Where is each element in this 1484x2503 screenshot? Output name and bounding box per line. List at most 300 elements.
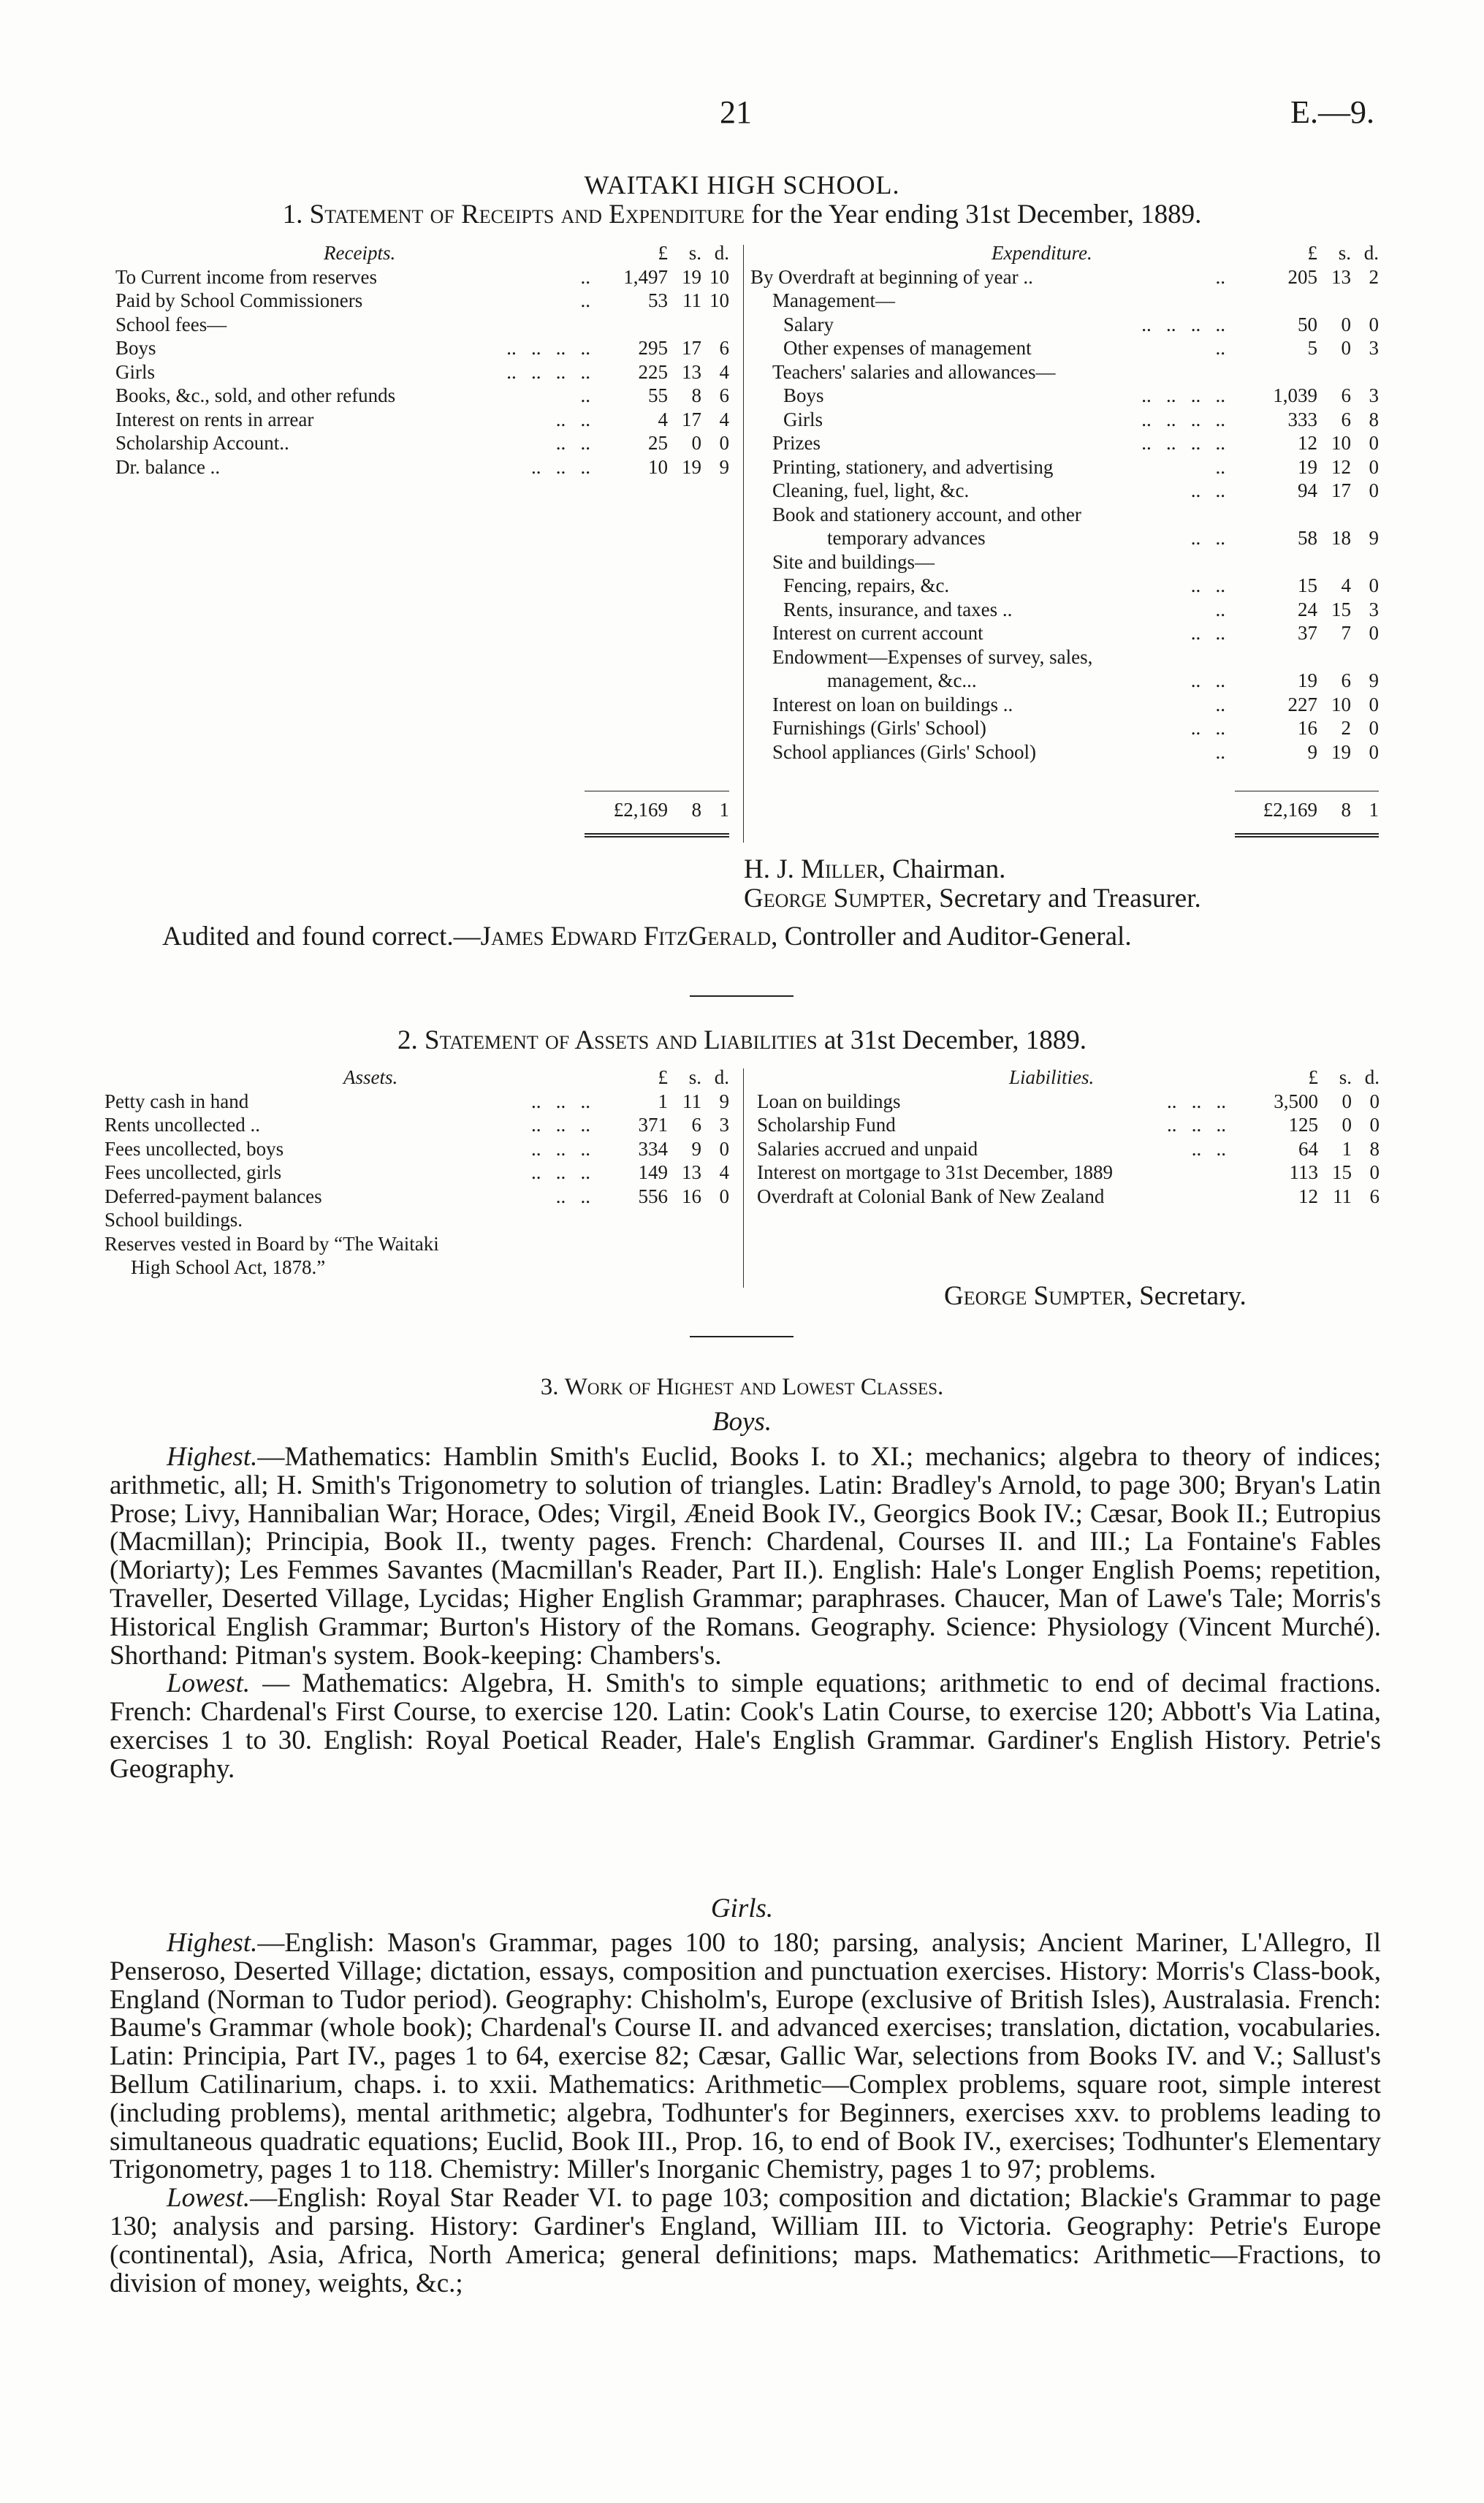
boys-highest-text: —Mathematics: Hamblin Smith's Euclid, Books I. to XI.; mechanics; algebra to theory of indices; arithmetic, all; H. Smith's Trigonometry to solution of triangles. Latin: Bradley's Arnold, to page 300; Bryan's Latin Prose; Livy, Hannibalian War; Horace, Odes; Virgil, Æneid Book IV., Georgics Book IV.; Cæsar, Book II.; Eutropius (Macmillan); Principia, Book II., twenty pages. French: Chardenal, Courses II. and III.; La Fontaine's Fables (Moriarty); Les Femmes Savantes (Macmillan's Reader, Part II.). English: Hale's Longer English Poems; repetition, Traveller, Deserted Village, Lycidas; Higher English Grammar; paraphrases. Chaucer, Man of Lawe's Tale; Morris's Historical English Grammar; Burton's History of the Romans. Geography. Science: Physiology (Vincent Murché). Shorthand: Pitman's system. Book-keeping: Chambers's.	[110, 1442, 1381, 1671]
expenditure-row-shillings: 18	[1331, 527, 1351, 549]
auditor-name: James Edward FitzGerald	[480, 922, 772, 952]
receipts-row-amount	[617, 431, 729, 455]
audit-statement	[162, 921, 1132, 952]
section1-title	[0, 199, 1484, 230]
expenditure-row-leader-dots: .. ..	[1190, 717, 1225, 739]
expenditure-row-amount	[1252, 598, 1379, 622]
receipts-header	[115, 241, 729, 265]
col-shillings: s.	[1338, 242, 1351, 264]
assets-table	[104, 1066, 729, 1280]
expenditure-row-pence: 0	[1369, 574, 1379, 596]
expenditure-row-pence: 0	[1369, 740, 1379, 763]
assets-row-shillings: 6	[691, 1114, 701, 1136]
liabilities-row	[757, 1161, 1380, 1185]
expenditure-row-label: Fencing, repairs, &c.	[783, 574, 950, 596]
expenditure-row-shillings: 15	[1331, 598, 1351, 620]
liabilities-row-leader-dots: .. .. ..	[1167, 1114, 1226, 1136]
liabilities-row-amount	[1252, 1090, 1380, 1114]
expenditure-row-shillings: 13	[1331, 265, 1351, 288]
boys-lowest-label: Lowest.	[167, 1668, 251, 1699]
expenditure-heading: Expenditure.	[992, 242, 1092, 264]
assets-row	[104, 1208, 729, 1232]
receipts-row-pounds: 225	[638, 360, 668, 383]
expenditure-row-pence: 3	[1369, 337, 1379, 359]
section2-title	[0, 1025, 1484, 1056]
assets-row-pounds: 1	[658, 1090, 668, 1112]
expenditure-row-label: Prizes	[772, 432, 821, 454]
expenditure-row-pence: 9	[1369, 669, 1379, 691]
expenditure-row-label: Interest on loan on buildings ..	[772, 693, 1013, 715]
assets-row-label: Reserves vested in Board by “The Waitaki	[104, 1232, 439, 1255]
boys-highest-label: Highest.	[167, 1442, 258, 1472]
girls-highest-label: Highest.	[167, 1928, 258, 1958]
expenditure-row-label: Endowment—Expenses of survey, sales,	[772, 645, 1093, 668]
expenditure-row-shillings: 7	[1341, 622, 1351, 644]
receipts-row-pence: 6	[719, 384, 729, 406]
receipts-heading: Receipts.	[324, 242, 396, 264]
assets-row-label: High School Act, 1878.”	[131, 1256, 326, 1278]
receipts-row	[115, 408, 729, 432]
section2-secretary-role: , Secretary.	[1125, 1281, 1247, 1311]
expenditure-row-leader-dots: .. ..	[1190, 479, 1225, 501]
receipts-row-amount	[617, 360, 729, 384]
section-divider-2	[690, 1336, 794, 1337]
expenditure-row-pence: 2	[1369, 265, 1379, 288]
expenditure-row	[750, 313, 1379, 337]
assets-row-amount	[617, 1256, 729, 1280]
receipts-row-label: Books, &c., sold, and other refunds	[115, 384, 396, 406]
expenditure-row-shillings: 12	[1331, 455, 1351, 478]
liabilities-row-shillings: 1	[1342, 1137, 1352, 1160]
col-pence: d.	[714, 1066, 729, 1088]
assets-row-amount	[617, 1208, 729, 1232]
receipts-row-pounds: 1,497	[623, 265, 668, 288]
assets-row-pence: 0	[719, 1185, 729, 1207]
liabilities-row	[757, 1185, 1380, 1209]
expenditure-row-leader-dots: .. .. .. ..	[1141, 384, 1225, 406]
section3-title-caps: Work of Highest and Lowest Classes.	[564, 1374, 944, 1400]
assets-row-label: Fees uncollected, girls	[104, 1161, 282, 1183]
school-title: WAITAKI HIGH SCHOOL.	[584, 170, 900, 200]
assets-row-shillings: 9	[691, 1137, 701, 1160]
expenditure-row-shillings: 2	[1341, 717, 1351, 739]
expenditure-row-amount	[1252, 384, 1379, 408]
section-divider-1	[690, 995, 794, 997]
girls-lowest-label: Lowest.	[167, 2183, 251, 2214]
expenditure-row	[750, 574, 1379, 598]
assets-row-pence: 9	[719, 1090, 729, 1112]
girls-lowest-text: —English: Royal Star Reader VI. to page 103; composition and dictation; Blackie's Grammar to page 130; analysis and parsing. History: Gardiner's England, William III. to Victoria. Geography: Petrie's Europe (continental), Asia, Africa, North America; general definitions; maps. Mathematics: Arithmetic—Fractions, to division of money, weights, &c.;	[110, 2183, 1381, 2298]
expenditure-row-leader-dots: ..	[1215, 337, 1225, 359]
receipts-row-label: Interest on rents in arrear	[115, 408, 314, 430]
assets-row	[104, 1161, 729, 1185]
receipts-row-shillings: 0	[691, 432, 701, 454]
receipts-row-pounds: 4	[658, 408, 668, 430]
assets-row-amount	[617, 1161, 729, 1185]
receipts-row-shillings: 11	[682, 289, 701, 311]
assets-row-amount	[617, 1137, 729, 1161]
receipts-row-label: Girls	[115, 360, 155, 383]
expenditure-row-label: management, &c...	[827, 669, 977, 691]
expenditure-row-pounds: 333	[1287, 408, 1317, 430]
receipts-row	[115, 336, 729, 360]
col-shillings: s.	[688, 1066, 701, 1088]
assets-row	[104, 1256, 729, 1280]
expenditure-row-leader-dots: ..	[1215, 740, 1225, 763]
expenditure-double-rule	[1235, 833, 1379, 838]
expenditure-row-label: Other expenses of management	[783, 337, 1032, 359]
expenditure-row-pounds: 94	[1298, 479, 1317, 501]
expenditure-row-label: Salary	[783, 313, 834, 335]
receipts-row-leader-dots: ..	[580, 265, 590, 288]
secretary-role: , Secretary and Treasurer.	[925, 884, 1201, 914]
girls-heading: Girls.	[710, 1894, 774, 1923]
expenditure-row-pence: 0	[1369, 455, 1379, 478]
assets-row-leader-dots: .. .. ..	[531, 1137, 590, 1160]
receipts-row-pence: 6	[719, 337, 729, 359]
expenditure-row	[750, 716, 1379, 740]
assets-row-amount	[617, 1185, 729, 1209]
liabilities-row-label: Scholarship Fund	[757, 1114, 896, 1136]
expenditure-row	[750, 431, 1379, 455]
boys-highest-paragraph	[110, 1443, 1381, 1670]
document-reference: E.—9.	[1290, 94, 1374, 130]
assets-row-amount	[617, 1113, 729, 1137]
expenditure-row-label: temporary advances	[827, 527, 986, 549]
liabilities-row-shillings: 11	[1333, 1185, 1352, 1207]
expenditure-row-pounds: 50	[1298, 313, 1317, 335]
assets-row-leader-dots: .. .. ..	[531, 1161, 590, 1183]
liabilities-row-leader-dots: .. .. ..	[1167, 1090, 1226, 1112]
expenditure-row-label: School appliances (Girls' School)	[772, 740, 1037, 763]
assets-row	[104, 1090, 729, 1114]
col-pounds: £	[1308, 1066, 1318, 1088]
expenditure-row-pence: 3	[1369, 384, 1379, 406]
expenditure-row-shillings: 10	[1331, 432, 1351, 454]
girls-highest-paragraph	[110, 1929, 1381, 2184]
receipts-row-amount	[617, 265, 729, 289]
expenditure-row	[750, 289, 1379, 313]
receipts-row-label: Scholarship Account..	[115, 432, 289, 454]
expenditure-total-pence: 1	[1369, 799, 1379, 821]
liabilities-row-amount	[1252, 1113, 1380, 1137]
liabilities-row	[757, 1090, 1380, 1114]
girls-paragraphs	[110, 1929, 1381, 2298]
expenditure-row	[750, 265, 1379, 289]
expenditure-row-pounds: 16	[1298, 717, 1317, 739]
col-pounds: £	[658, 242, 668, 264]
expenditure-row-amount	[1252, 716, 1379, 740]
section1-title-caps: Statement of Receipts and Expenditure	[309, 200, 745, 229]
assets-row-pounds: 556	[638, 1185, 668, 1207]
expenditure-total	[1235, 798, 1379, 822]
receipts-row	[115, 455, 729, 479]
expenditure-table	[750, 241, 1379, 764]
receipts-row-leader-dots: .. ..	[555, 432, 590, 454]
liabilities-row-shillings: 0	[1342, 1090, 1352, 1112]
expenditure-row-amount	[1252, 740, 1379, 764]
boys-paragraphs	[110, 1443, 1381, 1784]
assets-row-leader-dots: .. ..	[555, 1185, 590, 1207]
receipts-row-shillings: 17	[682, 337, 701, 359]
receipts-row-pence: 10	[709, 265, 729, 288]
expenditure-row-pounds: 37	[1298, 622, 1317, 644]
receipts-row-leader-dots: .. .. .. ..	[506, 360, 590, 383]
liabilities-table	[757, 1066, 1380, 1208]
expenditure-row-pounds: 227	[1287, 693, 1317, 715]
liabilities-row-shillings: 15	[1332, 1161, 1352, 1183]
assets-row-label: School buildings.	[104, 1209, 243, 1231]
receipts-total-pence: 1	[719, 799, 729, 821]
liabilities-row-pounds: 64	[1298, 1137, 1318, 1160]
expenditure-row-pence: 0	[1369, 313, 1379, 335]
expenditure-row-pence: 8	[1369, 408, 1379, 430]
liabilities-row-pence: 0	[1369, 1161, 1380, 1183]
expenditure-row-leader-dots: .. ..	[1190, 669, 1225, 691]
expenditure-row	[750, 645, 1379, 669]
expenditure-row-amount	[1252, 574, 1379, 598]
liabilities-row-leader-dots: .. ..	[1191, 1137, 1226, 1160]
expenditure-row-label: Book and stationery account, and other	[772, 503, 1081, 525]
section3-title	[0, 1374, 1484, 1401]
section2-title-caps: Statement of Assets and Liabilities	[425, 1025, 818, 1055]
receipts-row-pence: 10	[709, 289, 729, 311]
signature-section2	[944, 1280, 1247, 1312]
receipts-row-pounds: 53	[648, 289, 668, 311]
expenditure-row-leader-dots: .. ..	[1190, 574, 1225, 596]
expenditure-row-leader-dots: .. ..	[1190, 527, 1225, 549]
expenditure-row-amount	[1252, 265, 1379, 289]
liabilities-heading: Liabilities.	[1009, 1066, 1095, 1088]
assets-row-pence: 3	[719, 1114, 729, 1136]
assets-row-shillings: 13	[682, 1161, 701, 1183]
expenditure-row-label: Teachers' salaries and allowances—	[772, 360, 1056, 383]
expenditure-row-label: Boys	[783, 384, 824, 406]
col-pence: d.	[1363, 242, 1379, 264]
signature-chairman	[744, 854, 1005, 885]
expenditure-total-shillings: 8	[1341, 799, 1351, 821]
assets-row-pence: 4	[719, 1161, 729, 1183]
expenditure-row-amount	[1252, 693, 1379, 717]
assets-row	[104, 1185, 729, 1209]
receipts-row-amount	[617, 455, 729, 479]
expenditure-row-label: Girls	[783, 408, 823, 430]
liabilities-row-label: Overdraft at Colonial Bank of New Zealand	[757, 1185, 1105, 1207]
expenditure-row-leader-dots: .. .. .. ..	[1141, 432, 1225, 454]
expenditure-row	[750, 455, 1379, 479]
receipts-row	[115, 384, 729, 408]
expenditure-row-pence: 9	[1369, 527, 1379, 549]
boys-heading: Boys.	[712, 1407, 772, 1437]
expenditure-row-label: By Overdraft at beginning of year ..	[750, 265, 1033, 288]
receipts-total	[585, 798, 729, 822]
liabilities-row-pounds: 12	[1298, 1185, 1318, 1207]
auditor-role: , Controller and Auditor-General.	[771, 922, 1132, 952]
assets-row-pounds: 149	[638, 1161, 668, 1183]
assets-row-label: Deferred-payment balances	[104, 1185, 322, 1207]
expenditure-row	[750, 621, 1379, 645]
assets-row	[104, 1232, 729, 1256]
liabilities-row-amount	[1252, 1185, 1380, 1209]
expenditure-row-amount	[1252, 621, 1379, 645]
section3-number: 3.	[540, 1374, 559, 1400]
receipts-row-shillings: 19	[682, 265, 701, 288]
receipts-row-pounds: 55	[648, 384, 668, 406]
liabilities-row-pence: 0	[1369, 1090, 1380, 1112]
assets-row-shillings: 16	[682, 1185, 701, 1207]
assets-row-label: Petty cash in hand	[104, 1090, 249, 1112]
expenditure-row-shillings: 6	[1341, 408, 1351, 430]
expenditure-row-leader-dots: ..	[1215, 598, 1225, 620]
expenditure-row-pounds: 12	[1298, 432, 1317, 454]
assets-row-pence: 0	[719, 1137, 729, 1160]
expenditure-row-label: Management—	[772, 289, 895, 311]
receipts-row-shillings: 19	[682, 455, 701, 478]
receipts-row-pence: 0	[719, 432, 729, 454]
receipts-row	[115, 431, 729, 455]
expenditure-row	[750, 408, 1379, 432]
expenditure-row	[750, 384, 1379, 408]
expenditure-row-amount	[1252, 669, 1379, 693]
expenditure-row-shillings: 0	[1341, 337, 1351, 359]
expenditure-row-leader-dots: .. .. .. ..	[1141, 313, 1225, 335]
receipts-row-pence: 4	[719, 408, 729, 430]
receipts-total-shillings: 8	[691, 799, 701, 821]
receipts-row-leader-dots: .. ..	[555, 408, 590, 430]
expenditure-row-amount	[1252, 360, 1379, 384]
receipts-row-label: Boys	[115, 337, 156, 359]
receipts-row-amount	[617, 408, 729, 432]
receipts-row-shillings: 17	[682, 408, 701, 430]
col-pence: d.	[714, 242, 729, 264]
receipts-row-leader-dots: .. .. ..	[531, 455, 590, 478]
expenditure-row	[750, 740, 1379, 764]
liabilities-row	[757, 1113, 1380, 1137]
liabilities-row-pounds: 125	[1288, 1114, 1318, 1136]
assets-row-pounds: 334	[638, 1137, 668, 1160]
expenditure-row	[750, 598, 1379, 622]
section2-number: 2.	[397, 1025, 418, 1055]
expenditure-row-pounds: 15	[1298, 574, 1317, 596]
boys-lowest-text: — Mathematics: Algebra, H. Smith's to simple equations; arithmetic to end of decimal fractions. French: Chardenal's First Course, to exercise 120. Latin: Cook's Latin Course, to exercise 120; Abbott's Via Latina, exercises 1 to 30. English: Royal Poetical Reader, Hale's English Grammar. Gardiner's English History. Petrie's Geography.	[110, 1668, 1381, 1784]
expenditure-row-pence: 0	[1369, 479, 1379, 501]
assets-row-label: Fees uncollected, boys	[104, 1137, 284, 1160]
liabilities-body	[757, 1090, 1380, 1209]
expenditure-row	[750, 336, 1379, 360]
col-pounds: £	[1307, 242, 1317, 264]
receipts-row	[115, 360, 729, 384]
receipts-row-amount	[617, 289, 729, 313]
page-number: 21	[720, 94, 752, 130]
expenditure-row-leader-dots: ..	[1215, 455, 1225, 478]
receipts-row	[115, 313, 729, 337]
receipts-row-amount	[617, 313, 729, 337]
col-shillings: s.	[1339, 1066, 1352, 1088]
receipts-row-pence: 4	[719, 360, 729, 383]
expenditure-row	[750, 360, 1379, 384]
expenditure-row-label: Rents, insurance, and taxes ..	[783, 598, 1013, 620]
receipts-row-pence: 9	[719, 455, 729, 478]
expenditure-row-pounds: 24	[1298, 598, 1317, 620]
expenditure-row-amount	[1252, 479, 1379, 503]
liabilities-row-pounds: 3,500	[1274, 1090, 1318, 1112]
receipts-row-pounds: 25	[648, 432, 668, 454]
liabilities-row-label: Salaries accrued and unpaid	[757, 1137, 978, 1160]
expenditure-row-pounds: 205	[1287, 265, 1317, 288]
chairman-role: , Chairman.	[878, 854, 1006, 884]
expenditure-row-leader-dots: .. ..	[1190, 622, 1225, 644]
expenditure-row-pounds: 58	[1298, 527, 1317, 549]
receipts-row-label: Paid by School Commissioners	[115, 289, 363, 311]
liabilities-row-pence: 6	[1369, 1185, 1380, 1207]
assets-row-shillings: 11	[682, 1090, 701, 1112]
receipts-row-pounds: 10	[648, 455, 668, 478]
expenditure-row-pounds: 5	[1307, 337, 1317, 359]
expenditure-row-pounds: 19	[1298, 669, 1317, 691]
receipts-row-leader-dots: ..	[580, 384, 590, 406]
receipts-row-shillings: 13	[682, 360, 701, 383]
expenditure-header	[750, 241, 1379, 265]
expenditure-row	[750, 479, 1379, 503]
col-pence: d.	[1364, 1066, 1380, 1088]
expenditure-row-amount	[1252, 503, 1379, 527]
liabilities-row-label: Interest on mortgage to 31st December, 1889	[757, 1161, 1114, 1183]
signature-secretary	[744, 883, 1201, 914]
section1-column-divider	[743, 245, 744, 843]
expenditure-row-pence: 0	[1369, 693, 1379, 715]
expenditure-row-label: Cleaning, fuel, light, &c.	[772, 479, 970, 501]
assets-body	[104, 1090, 729, 1280]
expenditure-row-amount	[1252, 431, 1379, 455]
section2-column-divider	[743, 1068, 744, 1288]
liabilities-row	[757, 1137, 1380, 1161]
expenditure-row-shillings: 4	[1341, 574, 1351, 596]
liabilities-row-pence: 0	[1369, 1114, 1380, 1136]
receipts-row-label: School fees—	[115, 313, 227, 335]
receipts-body	[115, 265, 729, 479]
liabilities-row-amount	[1252, 1161, 1380, 1185]
expenditure-row-pounds: 1,039	[1273, 384, 1317, 406]
expenditure-row-label: Site and buildings—	[772, 550, 935, 573]
assets-row	[104, 1113, 729, 1137]
receipts-total-pounds: £2,169	[613, 799, 668, 821]
expenditure-row-pounds: 9	[1307, 740, 1317, 763]
assets-heading: Assets.	[343, 1066, 398, 1088]
receipts-row-label: Dr. balance ..	[115, 455, 221, 478]
expenditure-row-amount	[1252, 289, 1379, 313]
expenditure-row	[750, 669, 1379, 693]
expenditure-row-leader-dots: ..	[1215, 693, 1225, 715]
liabilities-header	[757, 1066, 1380, 1090]
assets-row-pounds: 371	[638, 1114, 668, 1136]
assets-row-amount	[617, 1090, 729, 1114]
expenditure-row	[750, 693, 1379, 717]
expenditure-row-pence: 3	[1369, 598, 1379, 620]
section2-title-rest: at 31st December, 1889.	[823, 1025, 1087, 1055]
expenditure-row-pence: 0	[1369, 622, 1379, 644]
girls-highest-text: —English: Mason's Grammar, pages 100 to 180; parsing, analysis; Ancient Mariner, L'Allegro, Il Penseroso, Deserted Village; dictation, essays, composition and punctuation exercises. History: Morris's Class-book, England (Norman to Tudor period). Geography: Chisholm's, Europe (exclusive of British Isles), Australasia. French: Baume's Grammar (whole book); Chardenal's Course II. and advanced exercises; translation, dictation, vocabularies. Latin: Principia, Part IV., pages 1 to 64, exercise 82; Cæsar, Gallic War, selections from Books IV. and V.; Sallust's Bellum Catilinarium, chaps. i. to xxii. Mathematics: Arithmetic—Complex problems, square root, simple interest (including problems), mental arithmetic; algebra, Todhunter's for Beginners, exercises xxv. to problems leading to simultaneous quadratic equations; Euclid, Book III., Prop. 16, to end of Book IV., exercises; Todhunter's Elementary Trigonometry, pages 1 to 118. Chemistry: Miller's Inorganic Chemistry, pages 1 to 97; problems.	[110, 1928, 1381, 2185]
expenditure-row-shillings: 0	[1341, 313, 1351, 335]
girls-lowest-paragraph	[110, 2184, 1381, 2298]
expenditure-row-shillings: 10	[1331, 693, 1351, 715]
section1-number: 1.	[282, 200, 303, 229]
receipts-row-shillings: 8	[691, 384, 701, 406]
liabilities-row-pence: 8	[1369, 1137, 1380, 1160]
receipts-col-heads	[617, 241, 729, 265]
receipts-table	[115, 241, 729, 479]
expenditure-row	[750, 503, 1379, 527]
expenditure-row-shillings: 6	[1341, 669, 1351, 691]
